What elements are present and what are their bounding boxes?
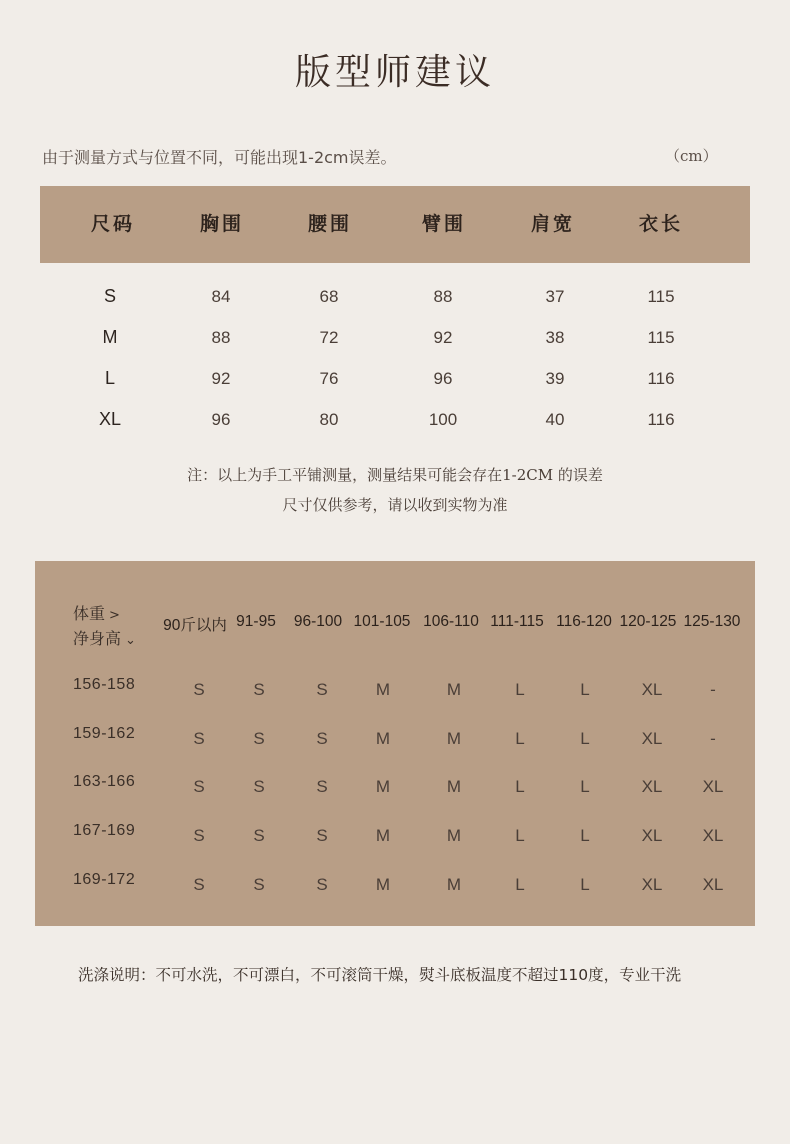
size-cell: M	[102, 327, 118, 347]
height-range: 169-172	[73, 871, 136, 888]
size-cell: L	[515, 680, 525, 699]
size-cell: XL	[702, 826, 724, 845]
table-row	[35, 822, 755, 852]
weight-header: 106-110	[423, 613, 479, 630]
size-recommendation-table	[35, 561, 755, 926]
weight-label: 体重	[73, 604, 106, 623]
table-row	[0, 399, 790, 440]
size-cell: M	[375, 729, 391, 748]
length-cell: 115	[647, 287, 675, 306]
care-instructions: 洗涤说明：不可水洗，不可漂白，不可滚筒干燥，熨斗底板温度不超过110度，专业干洗	[78, 966, 682, 984]
size-cell: S	[316, 729, 328, 748]
arm-cell: 88	[433, 287, 453, 306]
size-cell: M	[375, 680, 391, 699]
size-cell: XL	[641, 680, 663, 699]
footnote-measurement: 注：以上为手工平铺测量，测量结果可能会存在1-2CM 的误差	[187, 466, 603, 484]
footnote-reference: 尺寸仅供参考，请以收到实物为准	[282, 496, 508, 514]
chevron-right-icon: >	[109, 608, 120, 623]
shoulder-cell: 40	[545, 410, 565, 429]
height-range: 163-166	[73, 773, 136, 790]
size-cell: L	[515, 875, 525, 894]
height-range: 167-169	[73, 822, 136, 839]
size-cell: XL	[641, 826, 663, 845]
size-cell: M	[446, 826, 462, 845]
weight-header: 90斤以内	[163, 617, 227, 634]
size-cell: S	[253, 826, 265, 845]
size-cell: M	[446, 680, 462, 699]
height-range: 159-162	[73, 725, 136, 742]
size-cell: S	[193, 875, 205, 894]
size-cell: M	[446, 875, 462, 894]
size-cell: S	[253, 729, 265, 748]
measurement-note: 由于测量方式与位置不同，可能出现1-2cm误差。	[42, 148, 397, 167]
size-cell: XL	[641, 777, 663, 796]
weight-header: 125-130	[683, 613, 741, 630]
chevron-down-icon: ⌄	[125, 633, 136, 648]
table-row	[35, 871, 755, 901]
size-cell: S	[253, 680, 265, 699]
waist-cell: 68	[319, 287, 339, 306]
size-cell: XL	[98, 409, 122, 429]
shoulder-cell: 38	[545, 328, 565, 347]
weight-header: 116-120	[556, 613, 612, 630]
waist-cell: 80	[319, 410, 339, 429]
size-cell: M	[375, 826, 391, 845]
size-cell: S	[316, 777, 328, 796]
size-cell: L	[515, 777, 525, 796]
chest-cell: 84	[211, 287, 231, 306]
table-row	[0, 317, 790, 358]
size-cell: S	[193, 777, 205, 796]
unit-label: （cm）	[665, 147, 718, 165]
weight-header: 96-100	[293, 613, 343, 630]
size-cell: XL	[702, 777, 724, 796]
size-cell: S	[316, 680, 328, 699]
height-range: 156-158	[73, 676, 136, 693]
size-cell: S	[103, 286, 116, 306]
size-cell: S	[253, 777, 265, 796]
size-cell: M	[375, 777, 391, 796]
page-title: 版型师建议	[294, 52, 495, 93]
weight-header: 111-115	[490, 613, 544, 630]
table-row	[35, 725, 755, 755]
size-cell: L	[580, 875, 590, 894]
header-chest: 胸围	[199, 213, 244, 235]
length-cell: 115	[647, 328, 675, 347]
arm-cell: 96	[433, 369, 453, 388]
weight-axis-label	[73, 601, 120, 624]
size-cell: S	[253, 875, 265, 894]
size-cell: XL	[641, 729, 663, 748]
height-axis-label	[73, 626, 136, 649]
shoulder-cell: 37	[545, 287, 565, 306]
size-cell: S	[316, 826, 328, 845]
size-cell: L	[580, 826, 590, 845]
length-cell: 116	[647, 410, 675, 429]
table-row	[35, 773, 755, 803]
weight-header: 91-95	[236, 613, 276, 630]
waist-cell: 76	[319, 369, 339, 388]
size-cell: L	[580, 680, 590, 699]
arm-cell: 92	[433, 328, 453, 347]
header-arm: 臂围	[421, 213, 466, 235]
header-shoulder: 肩宽	[530, 213, 575, 235]
length-cell: 116	[647, 369, 675, 388]
height-label: 净身高	[73, 629, 122, 648]
size-cell: -	[710, 680, 716, 699]
size-cell: S	[193, 729, 205, 748]
size-cell: -	[710, 729, 716, 748]
size-cell: L	[515, 729, 525, 748]
chest-cell: 88	[211, 328, 231, 347]
chest-cell: 96	[211, 410, 231, 429]
size-cell: L	[580, 729, 590, 748]
weight-header: 120-125	[619, 613, 677, 630]
size-table-header	[40, 186, 750, 263]
size-cell: XL	[641, 875, 663, 894]
size-cell: M	[446, 777, 462, 796]
weight-header: 101-105	[353, 613, 411, 630]
size-cell: L	[104, 368, 115, 388]
shoulder-cell: 39	[545, 369, 565, 388]
size-cell: L	[515, 826, 525, 845]
size-cell: L	[580, 777, 590, 796]
size-cell: S	[316, 875, 328, 894]
header-size: 尺码	[90, 213, 135, 235]
table-row	[0, 276, 790, 317]
waist-cell: 72	[319, 328, 339, 347]
header-length: 衣长	[638, 213, 683, 235]
size-cell: XL	[702, 875, 724, 894]
size-cell: S	[193, 826, 205, 845]
size-cell: S	[193, 680, 205, 699]
size-cell: M	[446, 729, 462, 748]
table-row	[35, 676, 755, 706]
table-row	[0, 358, 790, 399]
size-cell: M	[375, 875, 391, 894]
chest-cell: 92	[211, 369, 231, 388]
arm-cell: 100	[428, 410, 458, 429]
header-waist: 腰围	[307, 213, 352, 235]
